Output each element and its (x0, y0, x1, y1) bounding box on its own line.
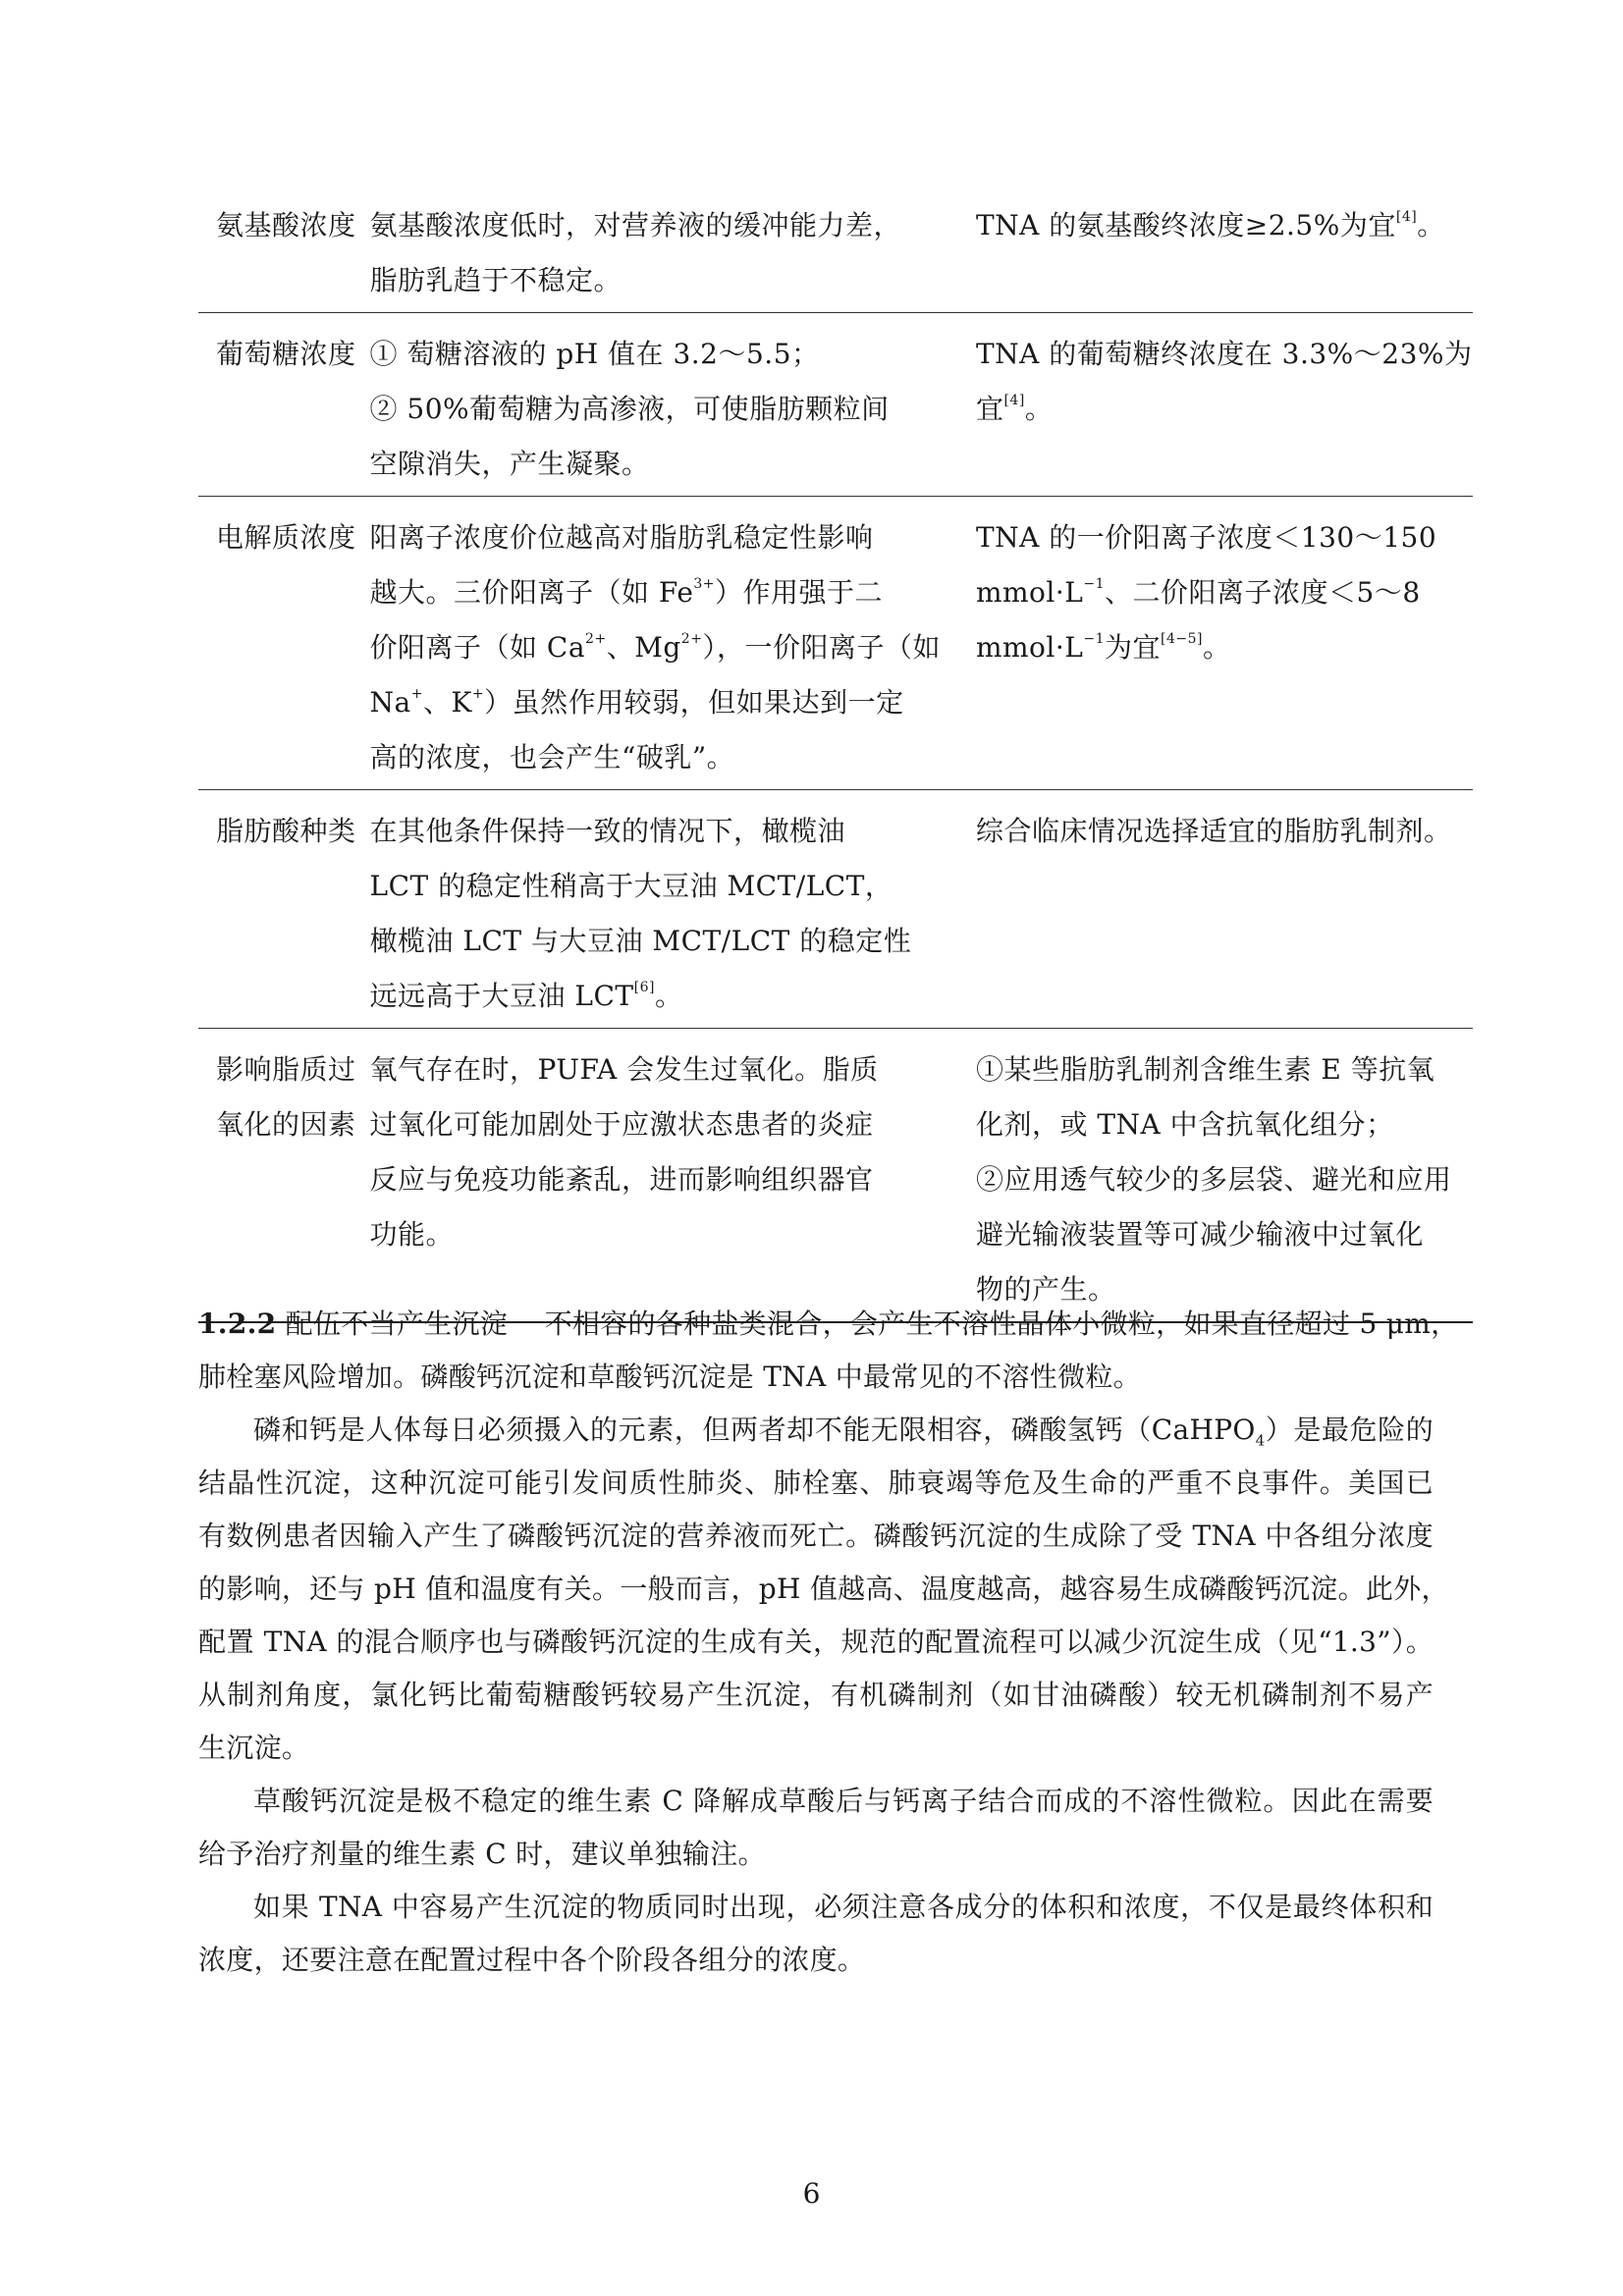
suggestion-text: TNA 的一价阳离子浓度＜130～150 (975, 521, 1437, 554)
paragraph (198, 1775, 1434, 1881)
suggestion-cell (960, 185, 1473, 313)
effect-text: LCT 的稳定性稍高于大豆油 MCT/LCT， (369, 870, 893, 902)
paragraph-line: 配置 TNA 的混合顺序也与磷酸钙沉淀的生成有关，规范的配置流程可以减少沉淀生成（见“1.3”）。 (198, 1626, 1434, 1658)
factor-cell (198, 1029, 356, 1323)
suggestion-text: 避光输液装置等可减少输液中过氧化 (975, 1218, 1424, 1251)
paragraph-line: 草酸钙沉淀是极不稳定的维生素 C 降解成草酸后与钙离子结合而成的不溶性微粒。因此在需要 (253, 1785, 1434, 1817)
suggestion-text: ②应用透气较少的多层袋、避光和应用 (975, 1163, 1452, 1196)
suggestion-text: 化剂，或 TNA 中含抗氧化组分； (975, 1108, 1394, 1141)
factor-text: 电解质浓度 (216, 521, 356, 554)
effect-text: ② 50%葡萄糖为高渗液，可使脂肪颗粒间 (369, 393, 890, 425)
effect-cell (356, 313, 960, 497)
effect-text: 反应与免疫功能紊乱，进而影响组织器官 (369, 1163, 874, 1196)
suggestion-text: 物的产生。 (975, 1273, 1116, 1306)
effect-cell (356, 497, 960, 790)
factor-text: 影响脂质过 (216, 1053, 356, 1086)
effect-text: 功能。 (369, 1218, 455, 1251)
factor-text: 氧化的因素 (216, 1108, 356, 1141)
paragraph-line: 如果 TNA 中容易产生沉淀的物质同时出现，必须注意各成分的体积和浓度，不仅是最终体积和 (253, 1891, 1434, 1923)
factor-text: 葡萄糖浓度 (216, 338, 356, 370)
paragraph (198, 1881, 1434, 1987)
effect-text: 氨基酸浓度低时，对营养液的缓冲能力差， (369, 209, 902, 241)
effect-text: 空隙消失，产生凝聚。 (369, 448, 650, 480)
paragraph (198, 1404, 1449, 1775)
effect-text: 氧气存在时，PUFA 会发生过氧化。脂质 (369, 1053, 879, 1086)
suggestion-text: 宜[4]。 (975, 393, 1054, 425)
factor-cell (198, 313, 356, 497)
table-row (198, 313, 1473, 497)
suggestion-text: TNA 的氨基酸终浓度≥2.5%为宜[4]。 (975, 209, 1445, 241)
paragraph-line: 1.2.2 配伍不当产生沉淀 不相容的各种盐类混合，会产生不溶性晶体小微粒，如果直径超过 5 μm， (198, 1308, 1459, 1340)
effect-cell (356, 1029, 960, 1323)
suggestion-text: TNA 的葡萄糖终浓度在 3.3%～23%为 (975, 338, 1473, 370)
suggestion-cell (960, 1029, 1473, 1323)
effect-text: 远远高于大豆油 LCT[6]。 (369, 980, 683, 1012)
table-row (198, 185, 1473, 313)
suggestion-text: $mmol\cdot L^{-1}$为宜[4−5]。 (975, 631, 1231, 664)
effect-text: 脂肪乳趋于不稳定。 (369, 264, 622, 296)
effect-text: 高的浓度，也会产生“破乳”。 (369, 741, 735, 774)
factor-cell (198, 185, 356, 313)
compatibility-table (198, 185, 1473, 1323)
paragraph-line: 有数例患者因输入产生了磷酸钙沉淀的营养液而死亡。磷酸钙沉淀的生成除了受 TNA 中各组分浓度 (198, 1520, 1434, 1552)
paragraph-line: 的影响，还与 pH 值和温度有关。一般而言，pH 值越高、温度越高，越容易生成磷酸钙沉淀。此外， (198, 1573, 1449, 1605)
suggestion-text: 综合临床情况选择适宜的脂肪乳制剂。 (975, 815, 1452, 847)
factor-cell (198, 790, 356, 1029)
effect-text: 价阳离子（如 $Ca^{2+}$、$Mg^{2+}$），一价阳离子（如 (369, 631, 941, 664)
effect-cell (356, 185, 960, 313)
section-title: 配伍不当产生沉淀 (285, 1308, 509, 1340)
factor-text: 脂肪酸种类 (216, 815, 356, 847)
paragraph-line: 浓度，还要注意在配置过程中各个阶段各组分的浓度。 (198, 1944, 866, 1976)
paragraph-line: 给予治疗剂量的维生素 C 时，建议单独输注。 (198, 1838, 766, 1870)
factor-cell (198, 497, 356, 790)
effect-text: ① 萄糖溶液的 pH 值在 3.2～5.5； (369, 338, 820, 370)
effect-text: 阳离子浓度价位越高对脂肪乳稳定性影响 (369, 521, 874, 554)
effect-text: 在其他条件保持一致的情况下，橄榄油 (369, 815, 846, 847)
table-row (198, 790, 1473, 1029)
suggestion-text: $mmol\cdot L^{-1}$、二价阳离子浓度＜5～8 (975, 576, 1421, 609)
paragraph-line: 磷和钙是人体每日必须摄入的元素，但两者却不能无限相容，磷酸氢钙（CaHPO$_4$）是最危险的 (253, 1414, 1434, 1450)
suggestion-cell (960, 497, 1473, 790)
suggestion-text: ①某些脂肪乳制剂含维生素 E 等抗氧 (975, 1053, 1435, 1086)
effect-text: 越大。三价阳离子（如 $Fe^{3+}$）作用强于二 (369, 576, 884, 609)
paragraph-line: 从制剂角度，氯化钙比葡萄糖酸钙较易产生沉淀，有机磷制剂（如甘油磷酸）较无机磷制剂不易产 (198, 1679, 1434, 1711)
suggestion-cell (960, 313, 1473, 497)
page-number: 6 (802, 2177, 821, 2210)
factor-text: 氨基酸浓度 (216, 209, 356, 241)
section-number: 1.2.2 (198, 1308, 277, 1340)
effect-text: 过氧化可能加剧处于应激状态患者的炎症 (369, 1108, 874, 1141)
effect-text: 橄榄油 LCT 与大豆油 MCT/LCT 的稳定性 (369, 925, 912, 957)
paragraph-line: 生沉淀。 (198, 1732, 310, 1764)
effect-text: Na+、K+）虽然作用较弱，但如果达到一定 (369, 686, 904, 719)
section-paragraph (198, 1298, 1459, 1404)
suggestion-cell (960, 790, 1473, 1029)
body-text (198, 1298, 1459, 1987)
paragraph-line: 肺栓塞风险增加。磷酸钙沉淀和草酸钙沉淀是 TNA 中最常见的不溶性微粒。 (198, 1361, 1142, 1393)
paragraph-line: 结晶性沉淀，这种沉淀可能引发间质性肺炎、肺栓塞、肺衰竭等危及生命的严重不良事件。美国已 (198, 1467, 1434, 1499)
table-row (198, 497, 1473, 790)
effect-cell (356, 790, 960, 1029)
table-row (198, 1029, 1473, 1323)
